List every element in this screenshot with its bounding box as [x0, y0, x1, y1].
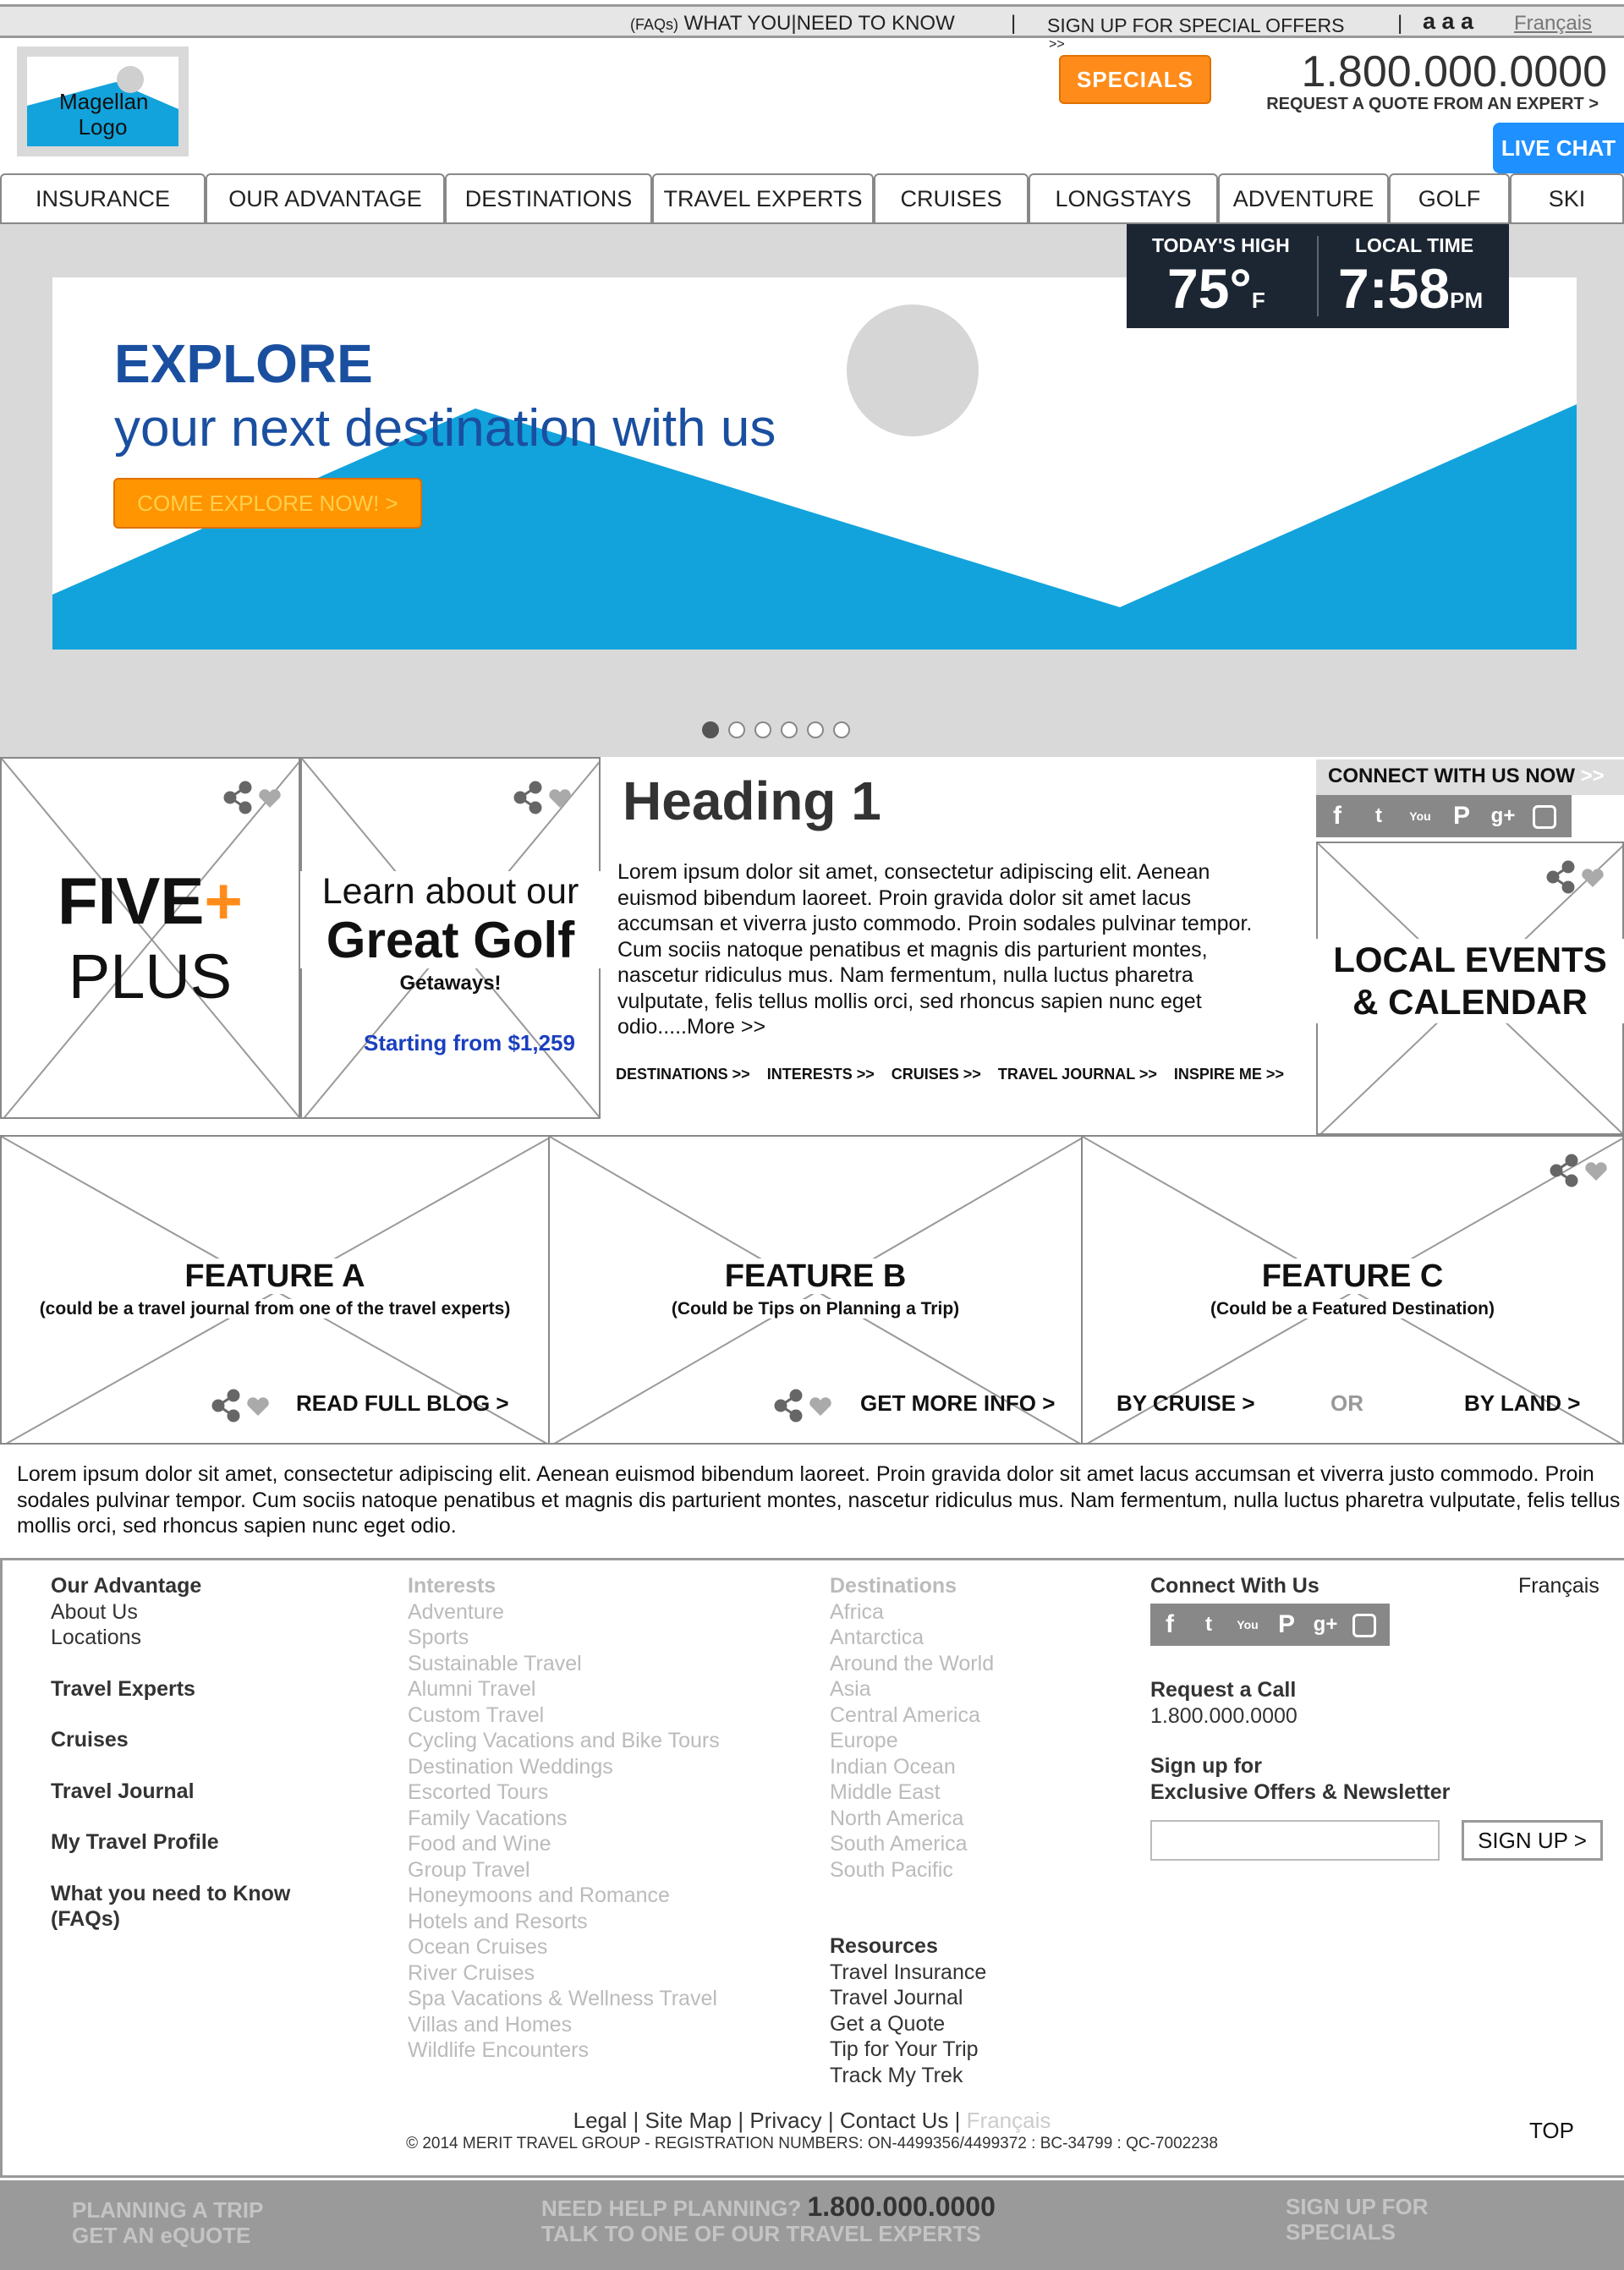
destination-item[interactable]: South Pacific [830, 1857, 953, 1882]
share-like-icons[interactable] [774, 1389, 833, 1423]
feature-c-subtitle [1081, 1299, 1624, 1319]
privacy-link[interactable]: Privacy [749, 2108, 822, 2133]
help-phone[interactable]: 1.800.000.0000 [807, 2191, 996, 2222]
footer-travel-experts[interactable]: Travel Experts [51, 1676, 195, 1701]
destination-item[interactable]: Africa [830, 1599, 884, 1624]
twitter-icon[interactable]: t [1375, 804, 1382, 827]
help-line1: NEED HELP PLANNING? [541, 2196, 802, 2221]
get-more-info-link[interactable]: GET MORE INFO > [860, 1390, 1056, 1416]
footer-about[interactable]: About Us [51, 1599, 138, 1624]
footer-lang-link[interactable]: Français [966, 2108, 1051, 2133]
interest-item[interactable]: Honeymoons and Romance [408, 1883, 670, 1907]
resource-item[interactable]: Get a Quote [830, 2011, 946, 2036]
sticky-bottom-bar [0, 2180, 1624, 2270]
help-planning [541, 2191, 996, 2246]
connect-label: CONNECT WITH US NOW [1328, 765, 1575, 787]
youtube-icon[interactable]: You [1237, 1618, 1259, 1631]
feature-a-subtitle-text: (could be a travel journal from one of the travel experts) [39, 1299, 511, 1319]
share-like-icons[interactable] [211, 1389, 271, 1423]
golf-price[interactable]: Starting from $1,259 [364, 1030, 575, 1055]
planning-line2: GET AN eQUOTE [72, 2223, 251, 2248]
divider: | [738, 2108, 744, 2133]
interest-item[interactable]: Cycling Vacations and Bike Tours [408, 1729, 720, 1752]
interest-item[interactable]: Hotels and Resorts [408, 1909, 588, 1933]
carousel-dot[interactable] [754, 721, 771, 738]
local-events-line1: LOCAL EVENTS [1316, 939, 1624, 981]
high-value [1167, 256, 1265, 321]
golf-promo-text [300, 871, 601, 995]
legal-link[interactable]: Legal [573, 2108, 628, 2133]
clock-unit: PM [1450, 288, 1484, 313]
resource-item[interactable]: Travel Journal [830, 1986, 963, 2010]
nav-tab-golf[interactable]: GOLF [1389, 173, 1510, 224]
twitter-icon[interactable]: t [1205, 1613, 1212, 1636]
feature-c-subtitle-text: (Could be a Featured Destination) [1210, 1299, 1495, 1319]
facebook-icon[interactable]: f [1166, 1610, 1174, 1638]
interests-heading[interactable]: Interests [408, 1574, 497, 1598]
golf-line2: Great Golf [300, 913, 601, 968]
interest-item[interactable]: Alumni Travel [408, 1677, 536, 1701]
interest-item[interactable]: Spa Vacations & Wellness Travel [408, 1987, 717, 2010]
footer-col-main [51, 1573, 290, 1933]
signup-specials-link[interactable] [1286, 2194, 1429, 2245]
footer-faq[interactable] [51, 1881, 290, 1933]
request-quote-link[interactable]: REQUEST A QUOTE FROM AN EXPERT > [1266, 95, 1599, 113]
quick-link-destinations[interactable]: DESTINATIONS >> [616, 1066, 750, 1083]
feature-b-title-text: FEATURE B [724, 1258, 907, 1294]
time-label: LOCAL TIME [1355, 234, 1474, 256]
facebook-icon[interactable]: f [1333, 802, 1341, 830]
carousel-dot[interactable] [702, 721, 719, 738]
instagram-icon[interactable] [1348, 1609, 1380, 1641]
footer-col-connect [1150, 1573, 1320, 1599]
local-events-label [1316, 939, 1624, 1023]
quick-link-interests[interactable]: INTERESTS >> [766, 1066, 875, 1083]
widget-divider [1317, 236, 1319, 316]
carousel-dot[interactable] [807, 721, 824, 738]
feature-c-title [1081, 1258, 1624, 1295]
article-body: Lorem ipsum dolor sit amet, consectetur adipiscing elit. Aenean euismod bibendum laoreet. Proin gravida dolor sit amet lacus accumsan et viverra justo commodo. Proin sodales pulvinar tempor. Cum sociis natoque penatibus et magnis dis parturient montes, nascetur ridiculus mus. Nam fermentum, nulla luctus pharetra vulputate, felis tellus mollis orci, sed rhoncus sapien nunc eget odio.....More >> [617, 860, 1253, 1039]
explore-now-button[interactable]: COME EXPLORE NOW! > [113, 478, 422, 529]
plus-symbol: + [204, 864, 243, 938]
footer-faq-line1: What you need to Know [51, 1881, 291, 1905]
golf-line3: Getaways! [399, 972, 502, 995]
specials-line1: SIGN UP FOR [1286, 2194, 1429, 2219]
planning-trip-link[interactable] [72, 2197, 263, 2248]
divider: | [1011, 12, 1017, 35]
main-nav [0, 173, 1624, 224]
by-land-link[interactable]: BY LAND > [1464, 1390, 1581, 1416]
nav-tab-our-advantage[interactable]: OUR ADVANTAGE [206, 173, 445, 224]
interest-item[interactable]: Destination Weddings [408, 1754, 613, 1779]
interest-item[interactable]: Ocean Cruises [408, 1935, 548, 1959]
feature-a-subtitle [0, 1299, 550, 1319]
destinations-heading[interactable]: Destinations [830, 1574, 957, 1598]
interest-item[interactable]: Sports [408, 1626, 469, 1649]
interest-item[interactable]: Food and Wine [408, 1832, 551, 1856]
header-phone[interactable]: 1.800.000.0000 [1301, 47, 1607, 96]
carousel-dot[interactable] [781, 721, 798, 738]
feature-b-subtitle-text: (Could be Tips on Planning a Trip) [671, 1299, 960, 1319]
article-heading: Heading 1 [623, 770, 881, 831]
faq-link[interactable] [630, 12, 955, 36]
hero-subtitle: your next destination with us [114, 399, 776, 458]
interest-item[interactable]: Group Travel [408, 1857, 530, 1882]
pinterest-icon[interactable]: P [1277, 1610, 1295, 1638]
interest-item[interactable]: Custom Travel [408, 1702, 545, 1727]
specials-button[interactable]: SPECIALS [1059, 55, 1211, 104]
time-value [1338, 256, 1483, 321]
nav-tab-cruises[interactable]: CRUISES [874, 173, 1029, 224]
faq-prefix: (FAQs) [630, 16, 678, 33]
quick-link-travel-journal[interactable]: TRAVEL JOURNAL >> [997, 1066, 1157, 1083]
hero-banner[interactable] [52, 277, 1577, 650]
divider: | [954, 2108, 961, 2133]
clock-value: 7:58 [1338, 257, 1451, 320]
logo-text: Magellan Logo [59, 89, 149, 140]
live-chat-button[interactable]: LIVE CHAT [1493, 123, 1624, 173]
text-size-control[interactable]: a a a [1423, 8, 1474, 34]
signup-heading-line1: Sign up for [1150, 1754, 1262, 1778]
destination-item[interactable]: North America [830, 1806, 964, 1830]
destination-item[interactable]: Indian Ocean [830, 1754, 956, 1779]
faq-label: WHAT YOU|NEED TO KNOW [683, 12, 955, 35]
nav-tab-ski[interactable]: SKI [1510, 173, 1624, 224]
site-logo[interactable] [17, 47, 189, 156]
divider: | [633, 2108, 639, 2133]
nav-tab-longstays[interactable]: LONGSTAYS [1029, 173, 1218, 224]
specials-line2: SPECIALS [1286, 2219, 1396, 2245]
high-label: TODAY'S HIGH [1152, 234, 1290, 256]
footer-locations[interactable]: Locations [51, 1626, 142, 1649]
destination-item[interactable]: Around the World [830, 1651, 995, 1675]
hero-carousel [0, 224, 1624, 757]
resources-heading: Resources [830, 1934, 938, 1958]
feature-b-subtitle [548, 1299, 1083, 1319]
back-to-top-link[interactable]: TOP [1529, 2118, 1574, 2143]
footer-travel-profile[interactable]: My Travel Profile [51, 1830, 219, 1854]
connect-arrow: >> [1580, 765, 1605, 787]
request-call-heading[interactable]: Request a Call [1150, 1678, 1297, 1702]
temperature-unit: F [1251, 288, 1265, 313]
interest-item[interactable]: Family Vacations [408, 1806, 568, 1830]
local-events-line2: & CALENDAR [1316, 981, 1624, 1023]
quick-links [616, 1066, 1292, 1083]
request-call-phone[interactable]: 1.800.000.0000 [1150, 1703, 1298, 1728]
google-plus-icon[interactable]: g+ [1313, 1613, 1338, 1636]
weather-time-widget [1127, 224, 1509, 328]
footer-cruises[interactable]: Cruises [51, 1728, 129, 1752]
feature-a-title-text: FEATURE A [184, 1258, 365, 1294]
planning-line1: PLANNING A TRIP [72, 2197, 264, 2223]
destination-item[interactable]: Asia [830, 1677, 871, 1701]
resource-item[interactable]: Travel Insurance [830, 1960, 987, 1984]
instagram-icon[interactable] [1528, 800, 1561, 832]
quick-link-cruises[interactable]: CRUISES >> [891, 1066, 981, 1083]
nav-tab-destinations[interactable]: DESTINATIONS [445, 173, 652, 224]
feature-b-title [548, 1258, 1083, 1295]
resource-item[interactable]: Tip for Your Trip [830, 2037, 979, 2061]
signup-offers-arrow: >> [1049, 37, 1065, 52]
destination-item[interactable]: Europe [830, 1729, 898, 1752]
resource-item[interactable]: Track My Trek [830, 2063, 963, 2087]
share-like-icons[interactable] [1546, 860, 1605, 894]
read-full-blog-link[interactable]: READ FULL BLOG > [296, 1390, 509, 1416]
golf-line1: Learn about our [300, 871, 601, 913]
footer-signup-text [1150, 1753, 1450, 1805]
destination-item[interactable]: Antarctica [830, 1626, 924, 1649]
footer-request-call [1150, 1677, 1298, 1729]
nav-tab-adventure[interactable]: ADVENTURE [1218, 173, 1389, 224]
footer-language-link[interactable]: Français [1518, 1574, 1599, 1598]
signup-heading-line2: Exclusive Offers & Newsletter [1150, 1779, 1451, 1804]
share-like-icons[interactable] [513, 781, 573, 814]
interest-item[interactable]: Wildlife Encounters [408, 2038, 589, 2062]
nav-tab-insurance[interactable]: INSURANCE [0, 173, 206, 224]
five-plus-line1 [0, 863, 300, 940]
footer-travel-journal[interactable]: Travel Journal [51, 1779, 195, 1803]
destination-item[interactable]: South America [830, 1832, 968, 1856]
footer-social-icons [1150, 1604, 1390, 1646]
hero-title: EXPLORE [114, 333, 373, 394]
carousel-dot[interactable] [833, 721, 850, 738]
five-plus-line2: PLUS [68, 941, 233, 1012]
copyright: © 2014 MERIT TRAVEL GROUP - REGISTRATION NUMBERS: ON-4499356/4499372 : BC-34799 : QC-7002238 [406, 2135, 1218, 2152]
youtube-icon[interactable]: You [1409, 809, 1431, 823]
help-line2: TALK TO ONE OF OUR TRAVEL EXPERTS [541, 2221, 981, 2246]
carousel-dot[interactable] [728, 721, 745, 738]
footer-legal-links [0, 2108, 1624, 2134]
nav-tab-travel-experts[interactable]: TRAVEL EXPERTS [652, 173, 874, 224]
footer-faq-line2: (FAQs) [51, 1907, 120, 1931]
divider: | [827, 2108, 834, 2133]
divider: | [1397, 12, 1403, 35]
interest-item[interactable]: River Cruises [408, 1960, 535, 1985]
utility-bar [0, 4, 1624, 52]
interest-item[interactable]: Sustainable Travel [408, 1651, 582, 1675]
or-separator: OR [1330, 1390, 1363, 1416]
sitemap-link[interactable]: Site Map [645, 2108, 732, 2133]
signup-offers-link[interactable]: SIGN UP FOR SPECIAL OFFERS [1047, 14, 1345, 36]
feature-c-title-text: FEATURE C [1261, 1258, 1444, 1294]
feature-a-title [0, 1258, 550, 1295]
newsletter-signup-button[interactable]: SIGN UP > [1462, 1820, 1603, 1861]
five-text: FIVE [58, 864, 205, 938]
share-like-icons[interactable] [223, 781, 283, 814]
by-cruise-link[interactable]: BY CRUISE > [1116, 1390, 1255, 1416]
interest-item[interactable]: Villas and Homes [408, 2012, 573, 2037]
pinterest-icon[interactable]: P [1452, 802, 1470, 830]
quick-link-inspire-me[interactable]: INSPIRE ME >> [1173, 1066, 1284, 1083]
interest-item[interactable]: Escorted Tours [408, 1780, 549, 1804]
footer-col-interests [408, 1573, 720, 2064]
five-plus-label [0, 863, 300, 1014]
temperature-value: 75° [1167, 257, 1252, 320]
interest-item[interactable]: Adventure [408, 1599, 504, 1624]
language-link[interactable]: Français [1514, 12, 1593, 35]
destination-item[interactable]: Central America [830, 1702, 980, 1727]
newsletter-email-input[interactable] [1150, 1820, 1440, 1861]
social-icons-bar [1316, 795, 1572, 837]
footer-col-destinations [830, 1573, 994, 2088]
intro-text: Lorem ipsum dolor sit amet, consectetur adipiscing elit. Aenean euismod bibendum laoreet. Proin gravida dolor sit amet lacus accumsan et viverra justo commodo. Proin sodales pulvinar tempor. Cum sociis natoque penatibus et magnis dis parturient montes, nascetur ridiculus mus. Nam fermentum, nulla luctus pharetra vulputate, felis tellus mollis orci, sed rhoncus sapien nunc eget odio. [17, 1462, 1621, 1538]
google-plus-icon[interactable]: g+ [1490, 804, 1516, 827]
destination-item[interactable]: Middle East [830, 1780, 941, 1804]
share-like-icons[interactable] [1550, 1154, 1609, 1187]
connect-bar [1316, 759, 1624, 795]
footer-connect-heading: Connect With Us [1150, 1574, 1320, 1598]
footer-our-advantage[interactable]: Our Advantage [51, 1574, 202, 1598]
contact-link[interactable]: Contact Us [839, 2108, 949, 2133]
